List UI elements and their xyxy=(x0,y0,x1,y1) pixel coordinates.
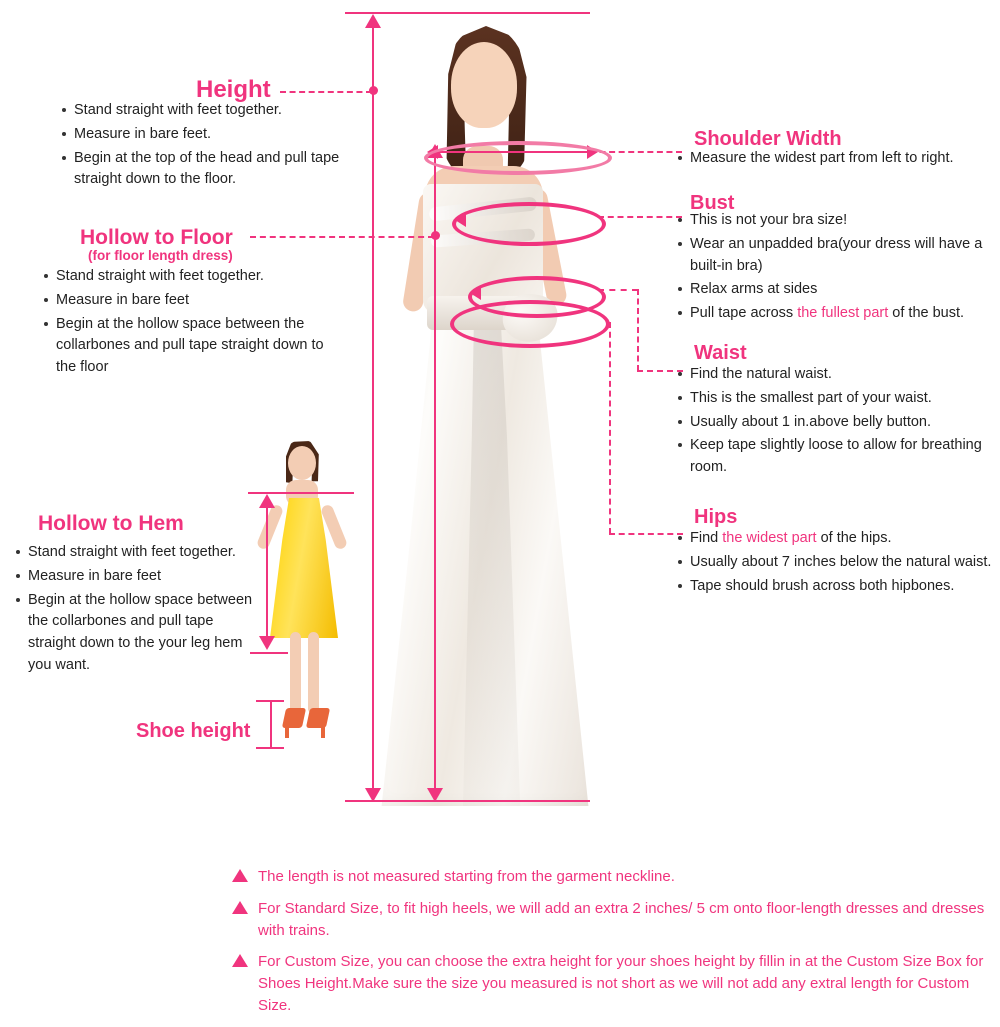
bust-tape xyxy=(452,202,606,246)
shoe-height-bottom-bar xyxy=(256,747,284,749)
list-item: Begin at the hollow space between the collarbones and pull tape straight down to the floor xyxy=(42,314,342,379)
list-item: Measure in bare feet xyxy=(42,290,342,312)
hips-first-prefix: Find xyxy=(690,530,723,546)
shoe-height-top-bar xyxy=(256,700,284,702)
hollow-to-hem-title: Hollow to Hem xyxy=(38,512,184,535)
list-item: Usually about 1 in.above belly button. xyxy=(676,412,996,434)
hollow-to-floor-subtitle: (for floor length dress) xyxy=(88,248,233,263)
list-item: Measure in bare feet. xyxy=(60,124,360,146)
list-item: Keep tape slightly loose to allow for breathing room. xyxy=(676,435,996,479)
list-item: Find the natural waist. xyxy=(676,364,996,386)
shoe-height-line xyxy=(270,700,272,748)
height-arrow-down xyxy=(365,788,381,802)
shoulder-width-text-block xyxy=(676,146,996,172)
height-text-block xyxy=(60,98,360,193)
shoe-height-title: Shoe height xyxy=(136,720,251,742)
tall-model-illustration xyxy=(355,6,615,806)
hollow-to-hem-text-block xyxy=(14,540,258,679)
hips-tape xyxy=(450,300,610,348)
short-model-right-leg xyxy=(308,632,319,714)
list-item: Begin at the hollow space between the collarbones and pull tape straight down to the your leg hem you want. xyxy=(14,590,258,677)
hips-first-highlight: the widest part xyxy=(722,530,817,546)
warning-triangle-icon xyxy=(232,954,248,967)
bust-arrow-left xyxy=(455,213,466,227)
list-item: Measure the widest part from left to right. xyxy=(676,148,996,170)
shoulder-tape xyxy=(424,141,612,175)
short-model-right-shoe xyxy=(306,708,330,728)
short-model-right-heel xyxy=(321,724,325,738)
hips-text-block xyxy=(676,526,996,599)
waist-leader-vertical xyxy=(637,289,639,371)
list-item: Usually about 7 inches below the natural waist. xyxy=(676,552,996,574)
hollow-to-floor-title: Hollow to Floor xyxy=(80,226,233,249)
waist-text-block xyxy=(676,362,996,481)
bust-leader-line xyxy=(598,216,682,218)
note-text: For Custom Size, you can choose the extra height for your shoes height by fillin in at the Custom Size Box for Shoes Height.Make sure the size you measured is not short as we will not add any extral length for Custom Size. xyxy=(258,953,984,1014)
hollow-to-hem-arrow-down xyxy=(259,636,275,650)
note-text: For Standard Size, to fit high heels, we will add an extra 2 inches/ 5 cm onto floor-length dresses and dresses with trains. xyxy=(258,899,985,939)
list-item: Stand straight with feet together. xyxy=(60,100,360,122)
list-item: Stand straight with feet together. xyxy=(42,266,342,288)
hollow-to-floor-text-block xyxy=(42,264,342,381)
short-model-head xyxy=(288,446,316,480)
list-item-hips-widest xyxy=(676,528,996,550)
list-item: This is not your bra size! xyxy=(676,210,998,232)
short-dress-model-illustration xyxy=(252,440,362,760)
list-item: Measure in bare feet xyxy=(14,566,258,588)
height-measure-line xyxy=(372,20,374,798)
shoulder-width-title: Shoulder Width xyxy=(694,128,842,150)
warning-triangle-icon xyxy=(232,869,248,882)
waist-title: Waist xyxy=(694,342,747,364)
bust-last-highlight: the fullest part xyxy=(797,305,889,321)
model-head xyxy=(451,42,517,128)
list-item: Wear an unpadded bra(your dress will have a built-in bra) xyxy=(676,234,998,278)
floor-bar xyxy=(345,800,590,802)
height-title: Height xyxy=(196,76,271,103)
warning-triangle-icon xyxy=(232,901,248,914)
footer-notes xyxy=(232,866,992,1027)
short-model-left-leg xyxy=(290,632,301,714)
height-leader-line xyxy=(280,91,372,93)
waist-leader-top xyxy=(598,289,638,291)
list-item: This is the smallest part of your waist. xyxy=(676,388,996,410)
list-item-bust-fullest xyxy=(676,303,998,325)
short-model-left-heel xyxy=(285,724,289,738)
hips-title: Hips xyxy=(694,506,738,528)
note-item xyxy=(232,951,992,1016)
hips-leader-line xyxy=(609,533,683,535)
list-item: Begin at the top of the head and pull tape straight down to the floor. xyxy=(60,148,360,192)
waist-arrow-left xyxy=(470,286,481,300)
hollow-to-floor-line xyxy=(434,150,436,798)
note-text: The length is not measured starting from the garment neckline. xyxy=(258,868,675,885)
short-model-left-arm xyxy=(256,503,284,550)
hollow-to-floor-leader-line xyxy=(250,236,434,238)
hollow-to-hem-arrow-up xyxy=(259,494,275,508)
bust-text-block xyxy=(676,208,998,327)
height-arrow-up xyxy=(365,14,381,28)
bust-title: Bust xyxy=(690,192,735,214)
hips-first-suffix: of the hips. xyxy=(816,530,892,546)
bust-last-prefix: Pull tape across xyxy=(690,305,798,321)
note-item xyxy=(232,898,992,942)
hips-leader-vertical xyxy=(609,322,611,534)
hollow-to-floor-arrow-down xyxy=(427,788,443,802)
height-top-bar xyxy=(345,12,590,14)
hollow-to-hem-line xyxy=(266,500,268,648)
list-item: Relax arms at sides xyxy=(676,279,998,301)
bust-last-suffix: of the bust. xyxy=(888,305,965,321)
list-item: Tape should brush across both hipbones. xyxy=(676,576,996,598)
note-item xyxy=(232,866,992,888)
list-item: Stand straight with feet together. xyxy=(14,542,258,564)
